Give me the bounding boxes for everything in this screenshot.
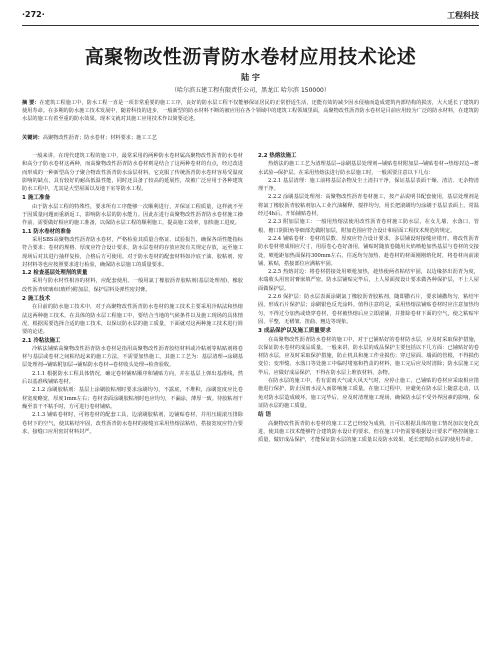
conclusion-heading: 结 语 bbox=[258, 412, 272, 419]
body-paragraph: 2.1.1 根据防水工程具体情况，确定卷材铺贴顺序和铺贴方向，并在基层上弹出基准线，然后以基准线铺贴卷材。 bbox=[22, 370, 243, 386]
section-heading: 2 施工技术 bbox=[22, 296, 51, 303]
abstract bbox=[22, 99, 479, 124]
author-name: 陆 宇 bbox=[241, 73, 260, 82]
abstract-text: 在建筑工程施工中，防水工程一直是一项非常重要的施工工序，良好的防水层工程不仅能够保证居民的正常舒适生活，还能有效的减少因水侵袖而造成建筑内部结构的损害，大大延长了建筑的使用寿命。在多期的防水施工技术发展中，随着科技的进步，一般新型的防水材料不断的被应用在各个领域中的建筑工程领域里面，高聚物改性沥青防水卷材是目前应用较为广泛的防水材料，在建筑防水层的施工有着至重的防水效果。现本文就对其施工应用技术作以简要论述。 bbox=[22, 100, 479, 123]
abstract-label: 摘 要： bbox=[22, 100, 40, 106]
subsection-heading: 1.1 防水卷材的准备 bbox=[22, 228, 72, 235]
body-column-left bbox=[22, 152, 243, 436]
keywords-text: 高聚物改性沥青；防水卷材；材料要求；施工工艺 bbox=[42, 135, 157, 141]
subsection-heading: 1.2 检查基层处理剂的质量 bbox=[22, 270, 88, 277]
journal-section-label: 工程科技 bbox=[447, 11, 479, 20]
body-paragraph: 2.2.6 保护层：防水层表面涂刷氯丁橡胶沥青胶粘剂，随即撒石片，要求铺撒均匀，粘结牢固，形成石片保护层；涂刷银色反光涂料。值得注意的是，采用热熔法铺贴卷材时应注意加热均匀，不得过分加热或烧穿卷材，卷材被热熔后应立即滚铺，并排除卷材下面的空气，使之粘贴牢固、平整，无褶皱、扭曲、翘边等现象。 bbox=[258, 294, 479, 325]
body-paragraph: 2.2.1 基层清理：施工前将基层杂物及尘土清扫干净，保证基层表面干燥、清洁、无杂物清理干净。 bbox=[258, 177, 479, 193]
body-paragraph: 冷粘法铺贴高聚物改性沥青防水卷材是指用高聚物改性沥青胶结材料或冷粘剂等粘贴剂将卷材与基层或卷材之间粘结起来的施工方法，不需要加热施工。其施工工艺为：基层清理→涂刷基层处理剂→铺贴附加层→铺贴防水卷材→卷材收头处理→检查验收。 bbox=[22, 345, 243, 369]
body-paragraph: 2.2.4 铺贴卷材：卷材的层数、厚度应符合设计要求，多层铺设时接缝应错开。将改性沥青防水卷材剪成相应尺寸，用原卷心卷好备用，铺贴时随放卷随用火焰喷枪加热基层与卷材的交接处，喷枪距加热面保持300mm左右，往返均匀加热，趁卷材的材面刚刚熔化时，将卷材向前滚铺、粘贴，搭接部位应满粘牢固。 bbox=[258, 235, 479, 267]
body-paragraph: 2.1.2 涂刷胶粘剂：基层上涂刷胶粘剂时要求涂刷均匀，不露底，不堆积，涂刷宽度应比卷材宽度略宽，厚度1mm左右；卷材表面涂刷胶粘剂时也应均匀，不漏涂，薄厚一致。待胶粘剂干燥至表干不粘手时，方可进行卷材铺贴。 bbox=[22, 387, 243, 410]
header-rule bbox=[22, 25, 479, 26]
section-heading: 1 施工准备 bbox=[22, 195, 51, 202]
article-title: 高聚物改性沥青防水卷材应用技术论述 bbox=[84, 46, 417, 68]
body-column-right bbox=[258, 152, 479, 444]
body-paragraph: 采用与防水材性相容的材料，应配套使用。一般用氯丁橡胶沥青胶粘剂(基层处理剂)，橡胶改性沥青玻璃布(玻纤)附加层，保护层料及弹性密封膏。 bbox=[22, 278, 243, 293]
body-paragraph: 2.2.3 附加层施工：一般用热熔法使用改性沥青卷材施工防水层，在女儿墙、水落口、管根、檐口阴阳角等细部先做附加层，附加范围应符合设计和屋面工程技术规范的规定。 bbox=[258, 219, 479, 234]
body-paragraph: 2.1.3 铺贴卷材时，可将卷材的配套工具，边滚刷胶粘剂，边铺贴卷材，并用压辊滚压排除卷材下的空气，使其粘结牢固，改性沥青防水卷材的接缝宜采用热熔法粘结，搭接宽度应符合要求，接缝口应用密封材料封严。 bbox=[22, 412, 243, 435]
body-paragraph: 2.2.5 热熔封边：将卷材搭接处用喷枪加热，趁热使两者粘结牢固，以边缘挤出沥青为度，末端收头用密封膏嵌填严密。防水层铺贴完毕后，上人屋面按设计要求做各种保护层，不上人屋面做保护层。 bbox=[258, 269, 479, 292]
conclusion-paragraph: 高聚物改性沥青防水卷材的施工工艺已经较为成熟，且可以根据具体的施工情况加以变化改进，使其施工技术能够符合建筑防水设计的要求。但在施工中仍需要根据设计要求严格控制施工质量，做好成品保护，才能保证防水层的施工质量以及防水效果，延长建筑防水层的使用寿命。 bbox=[258, 420, 479, 444]
body-paragraph: 在高聚物改性沥青防水卷材的施工中，对于已铺贴好的卷材防水层，应及时采取保护措施，以保证防水卷材的成品质量。一般来讲，防水层的成品保护主要包括以下几方面：已铺贴好的卷材防水层，应及时采取保护措施，防止机具和施工作业损伤；穿过屋面、墙面的管根，不得损伤变位；变形缝、水落口等处施工中临时堵塞和挡盖的材料，施工完后应及时清除；防水层施工完毕后，应做好成品保护，不得在防水层上堆放材料、杂物。 bbox=[258, 336, 479, 376]
subsection-heading: 2.1 冷粘法施工 bbox=[22, 337, 61, 344]
keywords bbox=[22, 134, 479, 142]
section-heading: 3 成品保护以及施工质量要求 bbox=[258, 328, 331, 335]
keywords-label: 关键词： bbox=[22, 135, 43, 141]
body-paragraph: 由于防水层工程的特殊性，要求所有工序能够一次顺利进行，并保证工程质量，这样就不至于因质量问题而重新返工，影响防水层的防水能力。因此在进行高聚物改性沥青防水卷材施工操作前，需要做好相应的施工准备，以保防水层工程的顺利施工，提高施工效率，加快施工进度。 bbox=[22, 203, 243, 227]
body-paragraph: 2.2.2 涂刷基层处理剂：高聚物改性沥青卷材施工，按产品说明书配套使用，基层处理剂是将氯丁橡胶沥青胶粘剂加入工业汽油稀释，搅拌均匀，用长把滚刷均匀涂刷于基层表面上，常温经过4h后，开始铺贴卷材。 bbox=[258, 194, 479, 218]
intro-paragraph: 一般来讲，在现代建筑工程的施工中，最常采用的两种防水卷材属高聚物改性沥青防水卷材和高分子防水卷材这两种，而高聚物改性沥青防水卷材则是结合了这两种卷材的有点，经过改进而形成的一种新型高分子聚合物改性沥青防水涂层材料。它克服了传统沥青防水卷材容易受温度影响的缺点，具有较好的耐高低温性能，同时还具备了较高的延展性，故被广泛应用于各种建筑防水工程中，尤其是大型屋面以及地下室等防水工程。 bbox=[22, 153, 243, 193]
page-number: ·272· bbox=[22, 10, 45, 19]
author-affiliation: （哈尔滨五建工程有限责任公司，黑龙江 哈尔滨 150000） bbox=[171, 87, 330, 94]
body-paragraph: 在目前的防水施工技术中，对于高聚物改性沥青防水卷材的施工技术主要采用冷粘法和热熔法这两种施工技术，在具体的防水层工程施工中，要结合当地的气候条件以及施工现场的具体情况，根据需要选择合适的施工技术，以保证防水层的施工质量，下面就对这两种施工技术进行简要的论述。 bbox=[22, 304, 243, 336]
body-paragraph: 在防水层的施工中，若有雷雨天气或大风天气时，应停止施工，已铺贴的卷材应采取相应措施进行保护，防止因雨水浸入而影响施工质量。在施工过程中，应避免在防水层上随意走动，以免对防水层造成破坏。施工完毕后，应及时清理施工现场，确保防水层不受外界因素的影响，保证防水层的施工质量。 bbox=[258, 378, 479, 409]
subsection-heading: 2.2 热熔法施工 bbox=[258, 153, 297, 159]
running-head bbox=[22, 10, 479, 24]
body-paragraph: 热熔法的施工工艺为清理基层→涂刷基层处理剂→铺贴卷材附加层→铺贴卷材→热熔封边→蓄水试验→保护层。在采用热熔法进行防水层施工时，一般需要注意以下几点： bbox=[258, 161, 479, 176]
body-paragraph: 采用SBS高聚物改性沥青防水卷材，严格检验其质量合格证、试验报告，确保各项性能指标符合要求；卷材的规格、厚度应符合设计要求，防水层卷材的存放应按有关规定存放，运至施工现场后对其进行抽样复检，合格后方可使用。对于防水卷材的配套材料如冷底子油、胶粘剂、密封材料等也应按照要求进行检验，确保防水层施工的质量要求。 bbox=[22, 236, 243, 268]
